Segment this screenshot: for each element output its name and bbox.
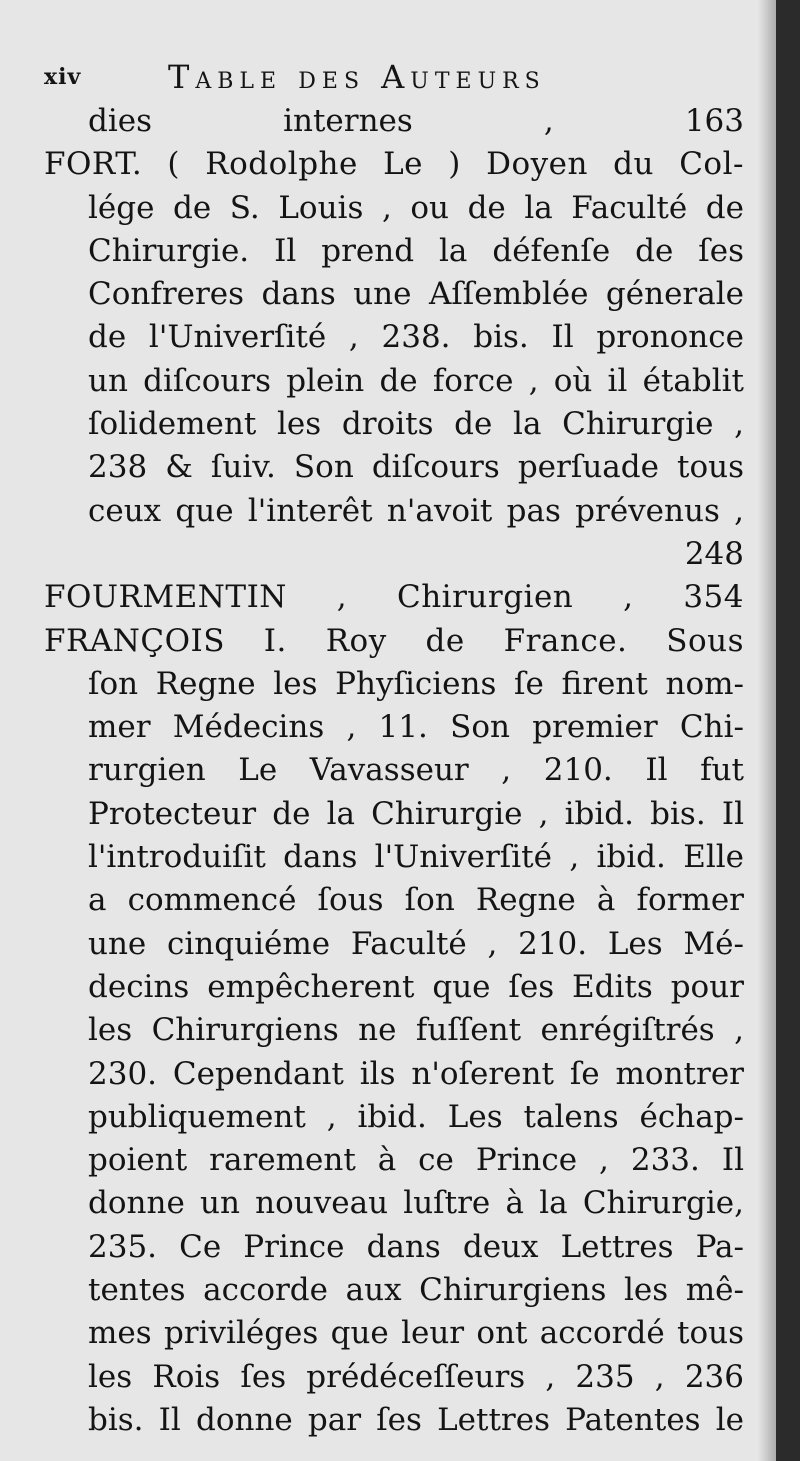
running-header bbox=[44, 55, 744, 99]
text-line: Confreres dans une Aſſemblée génerale bbox=[88, 276, 744, 313]
text-line: tentes accorde aux Chirurgiens les mê- bbox=[88, 1272, 744, 1309]
text-line: publiquement , ibid. Les talens échap- bbox=[88, 1098, 744, 1135]
text-line: mer Médecins , 11. Son premier Chi- bbox=[88, 709, 744, 746]
gutter-shadow bbox=[758, 0, 776, 1461]
text-line: ceux que l'interêt n'avoit pas prévenus , bbox=[88, 492, 744, 529]
text-line: ſolidement les droits de la Chirurgie , bbox=[88, 406, 744, 443]
text-line: les Rois ſes prédéceſſeurs , 235 , 236 bbox=[88, 1358, 744, 1395]
text-line: l'introduiſit dans l'Univerſité , ibid. Elle bbox=[88, 839, 744, 876]
text-line: Protecteur de la Chirurgie , ibid. bis. Il bbox=[88, 795, 744, 832]
index-text-block bbox=[44, 100, 744, 1442]
text-line: 230. Cependant ils n'oſerent ſe montrer bbox=[88, 1055, 744, 1092]
text-line: les Chirurgiens ne fuſſent enrégiſtrés , bbox=[88, 1012, 744, 1049]
page-number: xiv bbox=[44, 64, 82, 90]
text-line: FOURMENTIN , Chirurgien , 354 bbox=[44, 579, 744, 616]
text-line: mes priviléges que leur ont accordé tous bbox=[88, 1315, 744, 1352]
text-line: FRANÇOIS I. Roy de France. Sous bbox=[44, 622, 744, 659]
text-line: de l'Univerſité , 238. bis. Il prononce bbox=[88, 319, 744, 356]
text-line: un diſcours plein de force , où il établit bbox=[88, 362, 744, 399]
text-line: 248 bbox=[684, 535, 744, 572]
text-line: une cinquiéme Faculté , 210. Les Mé- bbox=[88, 925, 744, 962]
text-line: a commencé ſous ſon Regne à former bbox=[88, 882, 744, 919]
text-line: FORT. ( Rodolphe Le ) Doyen du Col- bbox=[44, 146, 744, 183]
text-line: 235. Ce Prince dans deux Lettres Pa- bbox=[88, 1228, 744, 1265]
text-line: 238 & ſuiv. Son diſcours perſuade tous bbox=[88, 449, 744, 486]
running-title: Table des Auteurs bbox=[168, 58, 546, 96]
text-line: donne un nouveau luſtre à la Chirurgie, bbox=[88, 1185, 744, 1222]
text-line: bis. Il donne par ſes Lettres Patentes le bbox=[88, 1401, 744, 1438]
text-line: ſon Regne les Phyſiciens ſe firent nom- bbox=[88, 665, 744, 702]
text-line: decins empêcherent que ſes Edits pour bbox=[88, 968, 744, 1005]
text-line: lége de S. Louis , ou de la Faculté de bbox=[88, 189, 744, 226]
text-line: Chirurgie. Il prend la défenſe de ſes bbox=[88, 232, 744, 269]
text-line: rurgien Le Vavasseur , 210. Il fut bbox=[88, 752, 744, 789]
text-line: dies internes , 163 bbox=[88, 103, 744, 139]
book-spine bbox=[776, 0, 800, 1461]
text-line: poient rarement à ce Prince , 233. Il bbox=[88, 1142, 744, 1179]
